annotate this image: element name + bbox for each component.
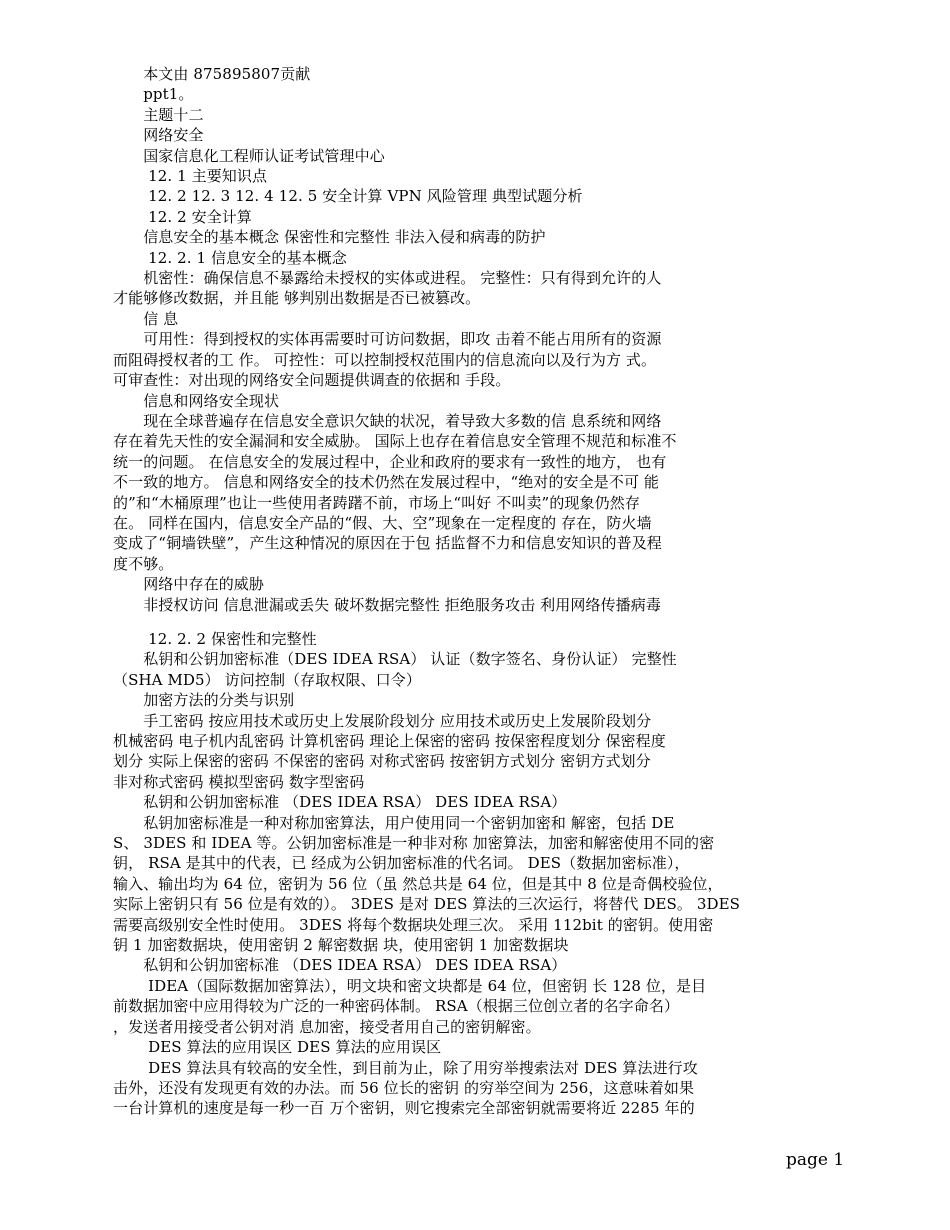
text-line: ppt1。 bbox=[113, 85, 194, 104]
text-line: 12. 2 安全计算 bbox=[113, 207, 253, 226]
text-line: 私钥和公钥加密标准 （DES IDEA RSA） DES IDEA RSA） bbox=[113, 793, 567, 812]
text-line: 击外，还没有发现更有效的办法。而 56 位长的密钥 的穷举空间为 256，这意味着如果 bbox=[113, 1078, 695, 1097]
text-line: 钥 1 加密数据块，使用密钥 2 解密数据 块，使用密钥 1 加密数据块 bbox=[113, 936, 569, 955]
text-line: 12. 1 主要知识点 bbox=[113, 167, 268, 186]
text-line: 而阻碍授权者的工 作。 可控性：可以控制授权范围内的信息流向以及行为方 式。 bbox=[113, 350, 657, 369]
text-line: 信 息 bbox=[113, 309, 179, 328]
text-line: 非对称式密码 模拟型密码 数字型密码 bbox=[113, 772, 365, 791]
text-line: 网络中存在的威胁 bbox=[113, 575, 265, 594]
text-line: 本文由 875895807贡献 bbox=[113, 65, 311, 83]
text-line: 机密性：确保信息不暴露给未授权的实体或进程。 完整性：只有得到允许的人 bbox=[113, 269, 662, 288]
text-line: 可用性：得到授权的实体再需要时可访问数据，即攻 击着不能占用所有的资源 bbox=[113, 330, 662, 349]
text-line: 划分 实际上保密的密码 不保密的密码 对称式密码 按密钥方式划分 密钥方式划分 bbox=[113, 752, 651, 771]
text-line: 机械密码 电子机内乱密码 计算机密码 理论上保密的密码 按保密程度划分 保密程度 bbox=[113, 732, 666, 750]
text-line: 私钥和公钥加密标准 （DES IDEA RSA） DES IDEA RSA） bbox=[113, 956, 567, 975]
document-body bbox=[113, 64, 813, 1119]
text-line: ，发送者用接受者公钥对消 息加密，接受者用自己的密钥解密。 bbox=[113, 1017, 541, 1036]
text-line: 不一致的地方。 信息和网络安全的技术仍然在发展过程中，“绝对的安全是不可 能 bbox=[113, 473, 660, 492]
text-line: 私钥和公钥加密标准（DES IDEA RSA） 认证（数字签名、身份认证） 完整性 bbox=[113, 650, 677, 669]
text-line: 一台计算机的速度是每一秒一百 万个密钥，则它搜索完全部密钥就需要将近 2285 年的 bbox=[113, 1099, 695, 1118]
text-line: 输入、输出均为 64 位，密钥为 56 位（虽 然总共是 64 位，但是其中 8 位是奇偶校验位， bbox=[113, 874, 723, 893]
text-line: 实际上密钥只有 56 位是有效的）。 3DES 是对 DES 算法的三次运行，将替代 DES。 3DES bbox=[113, 895, 741, 914]
text-line: 信息安全的基本概念 保密性和完整性 非法入侵和病毒的防护 bbox=[113, 228, 546, 247]
blank-line bbox=[113, 615, 813, 629]
text-line: DES 算法的应用误区 DES 算法的应用误区 bbox=[113, 1038, 442, 1057]
text-line: 非授权访问 信息泄漏或丢失 破坏数据完整性 拒绝服务攻击 利用网络传播病毒 bbox=[113, 595, 661, 614]
text-line: 的”和“木桶原理”也让一些使用者踌躇不前，市场上“叫好 不叫卖”的现象仍然存 bbox=[113, 493, 640, 512]
text-line: IDEA（国际数据加密算法），明文块和密文块都是 64 位，但密钥 长 128 位，是目 bbox=[113, 976, 707, 995]
text-line: （SHA MD5） 访问控制（存取权限、口令） bbox=[113, 670, 421, 689]
text-line: 在。 同样在国内，信息安全产品的“假、大、空”现象在一定程度的 存在，防火墙 bbox=[113, 513, 652, 532]
text-line: 12. 2. 2 保密性和完整性 bbox=[113, 629, 317, 648]
text-line: 手工密码 按应用技术或历史上发展阶段划分 应用技术或历史上发展阶段划分 bbox=[113, 711, 652, 730]
text-line: 钥， RSA 是其中的代表，已 经成为公钥加密标准的代名词。 DES（数据加密标准）， bbox=[113, 854, 690, 873]
text-line: 主题十二 bbox=[113, 105, 204, 124]
text-line: 12. 2. 1 信息安全的基本概念 bbox=[113, 248, 347, 267]
text-line: DES 算法具有较高的安全性，到目前为止，除了用穷举搜索法对 DES 算法进行攻 bbox=[113, 1058, 698, 1077]
page-number: page 1 bbox=[786, 1150, 845, 1170]
text-line: 变成了“铜墙铁壁”，产生这种情况的原因在于包 括监督不力和信息安知识的普及程 bbox=[113, 534, 662, 553]
text-line: 度不够。 bbox=[113, 554, 174, 573]
text-line: 现在全球普遍存在信息安全意识欠缺的状况，着导致大多数的信 息系统和网络 bbox=[113, 411, 662, 430]
text-line: 私钥加密标准是一种对称加密算法，用户使用同一个密钥加密和 解密，包括 DE bbox=[113, 813, 675, 832]
text-line: 统一的问题。 在信息安全的发展过程中，企业和政府的要求有一致性的地方， 也有 bbox=[113, 452, 667, 471]
text-line: 12. 2 12. 3 12. 4 12. 5 安全计算 VPN 风险管理 典型试题分析 bbox=[113, 187, 583, 206]
text-line: 国家信息化工程师认证考试管理中心 bbox=[113, 146, 385, 165]
text-line: 加密方法的分类与识别 bbox=[113, 691, 295, 710]
text-line: S、 3DES 和 IDEA 等。公钥加密标准是一种非对称 加密算法，加密和解密使用不同的密 bbox=[113, 834, 715, 853]
text-line: 需要高级别安全性时使用。 3DES 将每个数据块处理三次。 采用 112bit 的密钥。使用密 bbox=[113, 915, 714, 934]
text-line: 信息和网络安全现状 bbox=[113, 391, 280, 410]
text-line: 网络安全 bbox=[113, 126, 204, 145]
text-line: 才能够修改数据，并且能 够判别出数据是否已被篡改。 bbox=[113, 289, 481, 308]
text-line: 可审查性：对出现的网络安全问题提供调查的依据和 手段。 bbox=[113, 371, 511, 390]
text-line: 前数据加密中应用得较为广泛的一种密码体制。 RSA（根据三位创立者的名字命名） bbox=[113, 997, 680, 1016]
text-line: 存在着先天性的安全漏洞和安全威胁。 国际上也存在着信息安全管理不规范和标准不 bbox=[113, 432, 677, 451]
